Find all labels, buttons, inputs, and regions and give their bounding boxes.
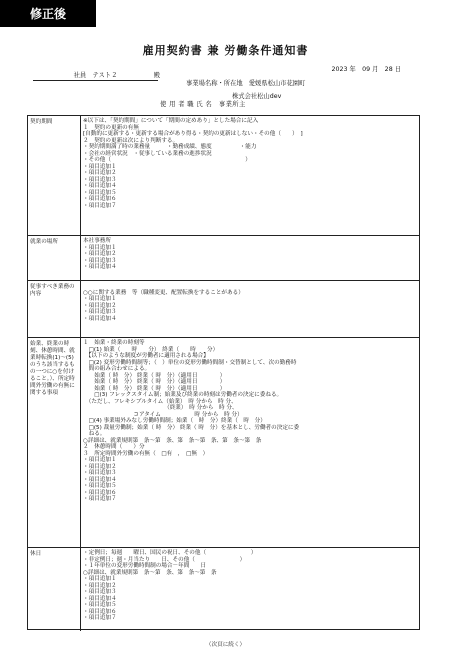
content-line: ねる。 <box>83 431 106 437</box>
content-line: ・定例日；毎週 曜日、国民の祝日、その他（ ） <box>83 550 257 556</box>
content-line: ・契約期間満了時の業務量 ・勤務成績、態度 ・能力 <box>83 144 257 150</box>
content-line: ・項目追加１ <box>83 244 117 251</box>
content-line: ・項目追加３ <box>83 257 117 264</box>
section-label: 就業の場所 <box>28 236 81 280</box>
content-line: □(3) フレックスタイム制；始業及び終業の時刻は労働者の決定に委ねる。 <box>83 392 283 398</box>
section-label: 始業、終業の時刻、休憩時間、就業時転換(1)～(5)のうち該当するもの一つに○を付けること。）、所定時間外労働の有無に関する事項 <box>28 338 81 547</box>
section-content <box>83 116 417 209</box>
section-holidays <box>28 547 419 631</box>
section-working-hours <box>28 337 419 547</box>
section-contract-period <box>28 116 419 235</box>
content-line: 始業（ 時 分） 終業（ 時 分）（適用日 ） <box>83 372 226 379</box>
content-line: ・項目追加７ <box>83 496 117 502</box>
content-line: ○詳細は、就業規則第 条～第 条、第 条～第 条、第 条～第 条 <box>83 437 262 444</box>
content-line: ・項目追加３ <box>83 309 117 315</box>
content-line: ・項目追加４ <box>83 183 117 189</box>
content-line: ３ 所定時間外労働の有無（ □有 ， □無 ） <box>83 450 209 457</box>
content-line: ○詳細は、就業規則第 条～第 条、第 条～第 条 <box>83 569 217 576</box>
content-line: ・項目追加１ <box>83 576 117 582</box>
content-line: □(5) 裁量労働制；始業（ 時 分） 終業（ 時 分）を基本とし、労働者の決定に委 <box>83 424 300 431</box>
content-line: ・項目追加１ <box>83 457 117 463</box>
section-content <box>83 236 417 271</box>
content-line: ・項目追加４ <box>83 476 117 483</box>
section-label: 従事すべき業務の内容 <box>28 281 81 337</box>
section-label: 休日 <box>28 548 81 631</box>
section-workplace <box>28 235 419 280</box>
content-line: ・項目追加３ <box>83 176 117 183</box>
section-label: 契約期間 <box>28 116 81 235</box>
section-content <box>83 548 417 622</box>
content-line: 【以下のような制度が労働者に適用される場合】 <box>83 353 209 359</box>
content-line: ・項目追加２ <box>83 463 117 470</box>
content-line: ・会社の経営状況 ・従事している業務の進捗状況 <box>83 150 212 157</box>
content-line: ・１年単位の変形労働時間制の場合－年間 日 <box>83 563 207 569</box>
content-line: コアタイム 時 分から 時 分） <box>83 411 243 418</box>
company-name: 株式会社松山dev <box>232 93 282 100</box>
content-line: ・項目追加２ <box>83 170 117 176</box>
conditions-table <box>27 115 420 630</box>
content-line: □(4) 事業場外みなし労働時間制；始業（ 時 分）終業（ 時 分） <box>83 418 266 424</box>
content-line: １ 始業・終業の時刻等 <box>83 340 145 346</box>
content-line: ・項目追加２ <box>83 251 117 257</box>
content-line: （終業） 時 分から 時 分、 <box>83 405 238 411</box>
content-line: ・非定例日；週・月当たり 日、その他（ ） <box>83 556 246 563</box>
content-line: [自動的に更新する・更新する場合があり得る・契約の更新はしない・その他（ ） ] <box>83 131 303 137</box>
employee-name: 社員 テスト２ <box>73 72 118 79</box>
content-line: ・項目追加２ <box>83 582 117 589</box>
content-line: □(2) 変形労働時間制等；（ ）単位の変形労働時間制・交替制として、次の勤務時 <box>83 359 297 366</box>
content-line: ・項目追加４ <box>83 264 117 270</box>
content-line: ・項目追加３ <box>83 589 117 595</box>
content-line: ○○に関する業務 等（職種変更、配置転換をすることがある） <box>83 289 244 296</box>
content-line: ・項目追加３ <box>83 470 117 476</box>
content-line: （ただし、フレキシブルタイム（始業） 時 分から 時 分、 <box>83 398 237 405</box>
workplace-line <box>186 80 305 88</box>
section-job-duties <box>28 280 419 337</box>
content-line: ２ 休憩時間（ ）分 <box>83 444 145 450</box>
employee-honorific: 殿 <box>153 72 160 79</box>
content-line: 始業（ 時 分） 終業（ 時 分）（適用日 ） <box>83 385 226 392</box>
content-line: ・項目追加１ <box>83 163 117 170</box>
document-title: 雇用契約書 兼 労働条件通知書 <box>142 44 309 57</box>
content-line: ※以下は、「契約期間」について「期間の定めあり」とした場合に記入 <box>83 118 259 124</box>
content-line: ・項目追加７ <box>83 202 117 209</box>
content-line: ・項目追加４ <box>83 315 117 322</box>
workplace-label: 事業場名称・所在地 <box>186 80 243 87</box>
employee-name-line <box>33 72 158 81</box>
continued-note: （次頁に続く） <box>205 642 246 648</box>
content-line: ・その他（ ） <box>83 157 251 163</box>
content-line: ・項目追加６ <box>83 489 117 496</box>
content-line: ・項目追加５ <box>83 483 117 489</box>
content-line: ・項目追加７ <box>83 615 117 621</box>
revised-badge: 修正後 <box>0 0 96 27</box>
workplace-value: 愛媛県松山市花園町 <box>248 80 306 87</box>
content-line: ・項目追加５ <box>83 189 117 196</box>
employer-label: 使 用 者 職 氏 名 事業所主 <box>160 101 246 108</box>
content-line: 始業（ 時 分） 終業（ 時 分）（適用日 ） <box>83 379 226 385</box>
content-line: ・項目追加６ <box>83 196 117 202</box>
section-content <box>83 338 417 503</box>
content-line: ・項目追加４ <box>83 595 117 602</box>
content-line: □(1) 始業（ 時 分） 終業（ 時 分） <box>83 346 219 353</box>
content-line: 本社事務所 <box>83 238 111 244</box>
content-line: ２ 契約の更新は次により判断する。 <box>83 137 179 144</box>
content-line: 間の組み合わせによる。 <box>83 366 151 372</box>
content-line: ・項目追加５ <box>83 602 117 608</box>
content-line: ・項目追加６ <box>83 608 117 615</box>
content-line: ・項目追加２ <box>83 302 117 309</box>
content-line: １ 契約の更新の有無 <box>83 124 139 131</box>
document-date: 2023 年 09 月 28 日 <box>331 66 401 73</box>
content-line: ・項目追加１ <box>83 296 117 302</box>
section-content <box>83 281 417 322</box>
